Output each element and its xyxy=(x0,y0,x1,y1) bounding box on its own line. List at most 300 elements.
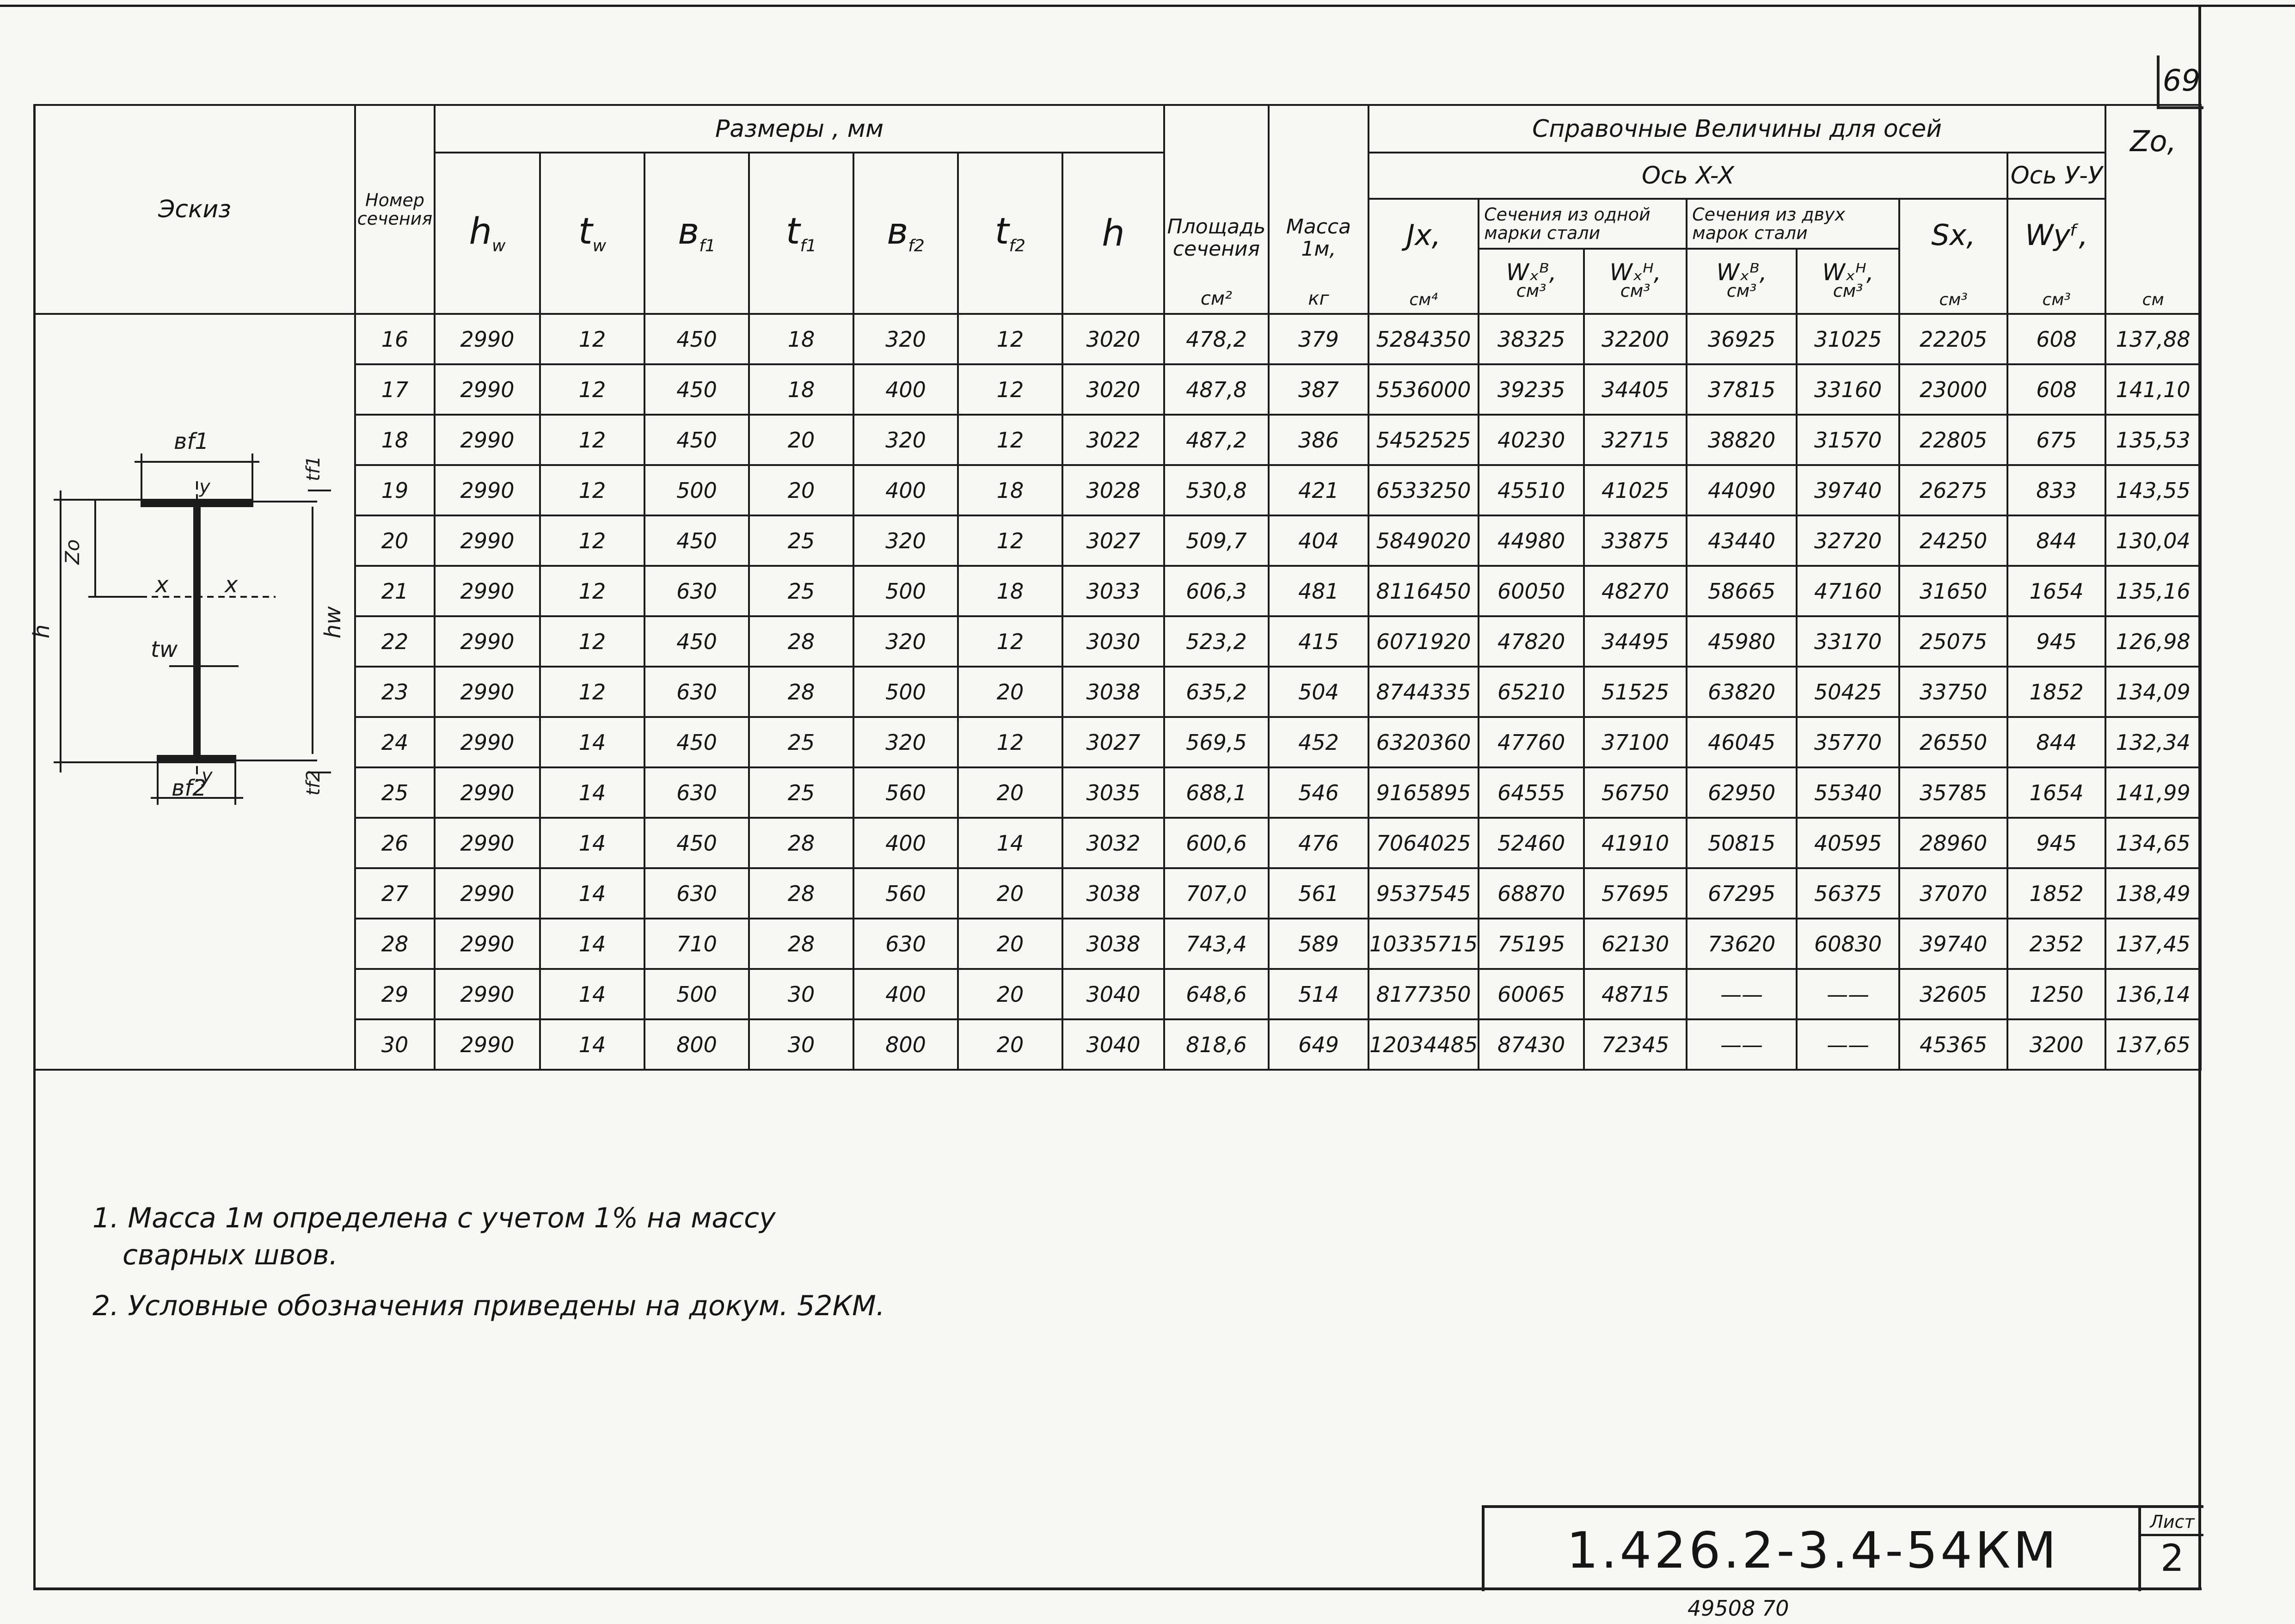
cell-area: 707,0 xyxy=(1164,868,1269,919)
table-row xyxy=(34,717,2201,767)
cell-wx-bottom-one: 34495 xyxy=(1584,616,1687,667)
cell-h: 3040 xyxy=(1062,1019,1164,1070)
cell-tf2: 12 xyxy=(958,515,1062,566)
beam-sketch-cell xyxy=(29,314,355,1070)
cell-wx-top-one: 65210 xyxy=(1479,667,1584,717)
cell-wy: 1852 xyxy=(2007,868,2105,919)
cell-tw: 12 xyxy=(540,515,644,566)
cell-sx: 26550 xyxy=(1899,717,2007,767)
cell-wx-bottom-one: 48715 xyxy=(1584,969,1687,1019)
cell-wx-bottom-one: 41025 xyxy=(1584,465,1687,515)
cell-section: 29 xyxy=(355,969,435,1019)
cell-wy: 945 xyxy=(2007,616,2105,667)
cell-tw: 14 xyxy=(540,919,644,969)
cell-wx-bottom-two: 55340 xyxy=(1797,767,1899,818)
cell-tf1: 30 xyxy=(749,969,853,1019)
cell-bf2: 400 xyxy=(853,364,958,415)
cell-tf2: 18 xyxy=(958,465,1062,515)
cell-wx-bottom-two: 31025 xyxy=(1797,314,1899,364)
cell-hw: 2990 xyxy=(435,868,540,919)
title-stamp xyxy=(1482,1505,2141,1591)
cell-tf2: 20 xyxy=(958,969,1062,1019)
cell-zo: 137,45 xyxy=(2105,919,2201,969)
label-tw: tw xyxy=(151,637,178,662)
cell-bf2: 500 xyxy=(853,667,958,717)
table-row xyxy=(34,818,2201,868)
cell-zo: 138,49 xyxy=(2105,868,2201,919)
cell-h: 3038 xyxy=(1062,868,1164,919)
beam-sections-table xyxy=(29,104,2202,1071)
cell-bf1: 630 xyxy=(644,667,749,717)
cell-wx-bottom-one: 57695 xyxy=(1584,868,1687,919)
cell-sx: 28960 xyxy=(1899,818,2007,868)
cell-jx: 5452525 xyxy=(1368,415,1479,465)
cell-bf1: 800 xyxy=(644,1019,749,1070)
note-1: 1. Масса 1м определена с учетом 1% на массу xyxy=(92,1202,776,1234)
cell-wx-bottom-two: 31570 xyxy=(1797,415,1899,465)
cell-wx-top-two: 73620 xyxy=(1687,919,1797,969)
label-zo: Zo xyxy=(61,539,84,564)
cell-section: 22 xyxy=(355,616,435,667)
header-wx-top-one: Wₓᴮ, см³ xyxy=(1479,249,1584,314)
cell-bf2: 500 xyxy=(853,566,958,616)
cell-section: 16 xyxy=(355,314,435,364)
cell-bf1: 450 xyxy=(644,717,749,767)
cell-area: 606,3 xyxy=(1164,566,1269,616)
cell-sx: 32605 xyxy=(1899,969,2007,1019)
cell-wx-top-one: 60065 xyxy=(1479,969,1584,1019)
cell-wy: 945 xyxy=(2007,818,2105,868)
cell-mass: 379 xyxy=(1269,314,1368,364)
cell-bf1: 450 xyxy=(644,364,749,415)
header-bf2: $в_{f2}$ xyxy=(853,153,958,314)
cell-tf1: 18 xyxy=(749,364,853,415)
cell-tw: 12 xyxy=(540,415,644,465)
table-row xyxy=(34,566,2201,616)
cell-mass: 415 xyxy=(1269,616,1368,667)
cell-section: 18 xyxy=(355,415,435,465)
header-hw: $h_w$ xyxy=(435,153,540,314)
cell-tw: 14 xyxy=(540,767,644,818)
cell-wx-top-two: 63820 xyxy=(1687,667,1797,717)
cell-wx-top-one: 75195 xyxy=(1479,919,1584,969)
cell-jx: 9537545 xyxy=(1368,868,1479,919)
label-y-bottom: y xyxy=(202,765,213,786)
cell-sx: 39740 xyxy=(1899,919,2007,969)
cell-h: 3027 xyxy=(1062,717,1164,767)
cell-mass: 421 xyxy=(1269,465,1368,515)
cell-wx-top-two: 38820 xyxy=(1687,415,1797,465)
cell-wx-bottom-two: 32720 xyxy=(1797,515,1899,566)
cell-tf2: 18 xyxy=(958,566,1062,616)
cell-sx: 37070 xyxy=(1899,868,2007,919)
cell-wx-bottom-one: 56750 xyxy=(1584,767,1687,818)
cell-wx-top-one: 52460 xyxy=(1479,818,1584,868)
cell-section: 19 xyxy=(355,465,435,515)
cell-wx-top-one: 38325 xyxy=(1479,314,1584,364)
table-row xyxy=(34,515,2201,566)
cell-tw: 14 xyxy=(540,818,644,868)
cell-tw: 12 xyxy=(540,667,644,717)
cell-mass: 514 xyxy=(1269,969,1368,1019)
sheet-label: Лист xyxy=(2141,1512,2203,1536)
cell-tf2: 14 xyxy=(958,818,1062,868)
cell-jx: 5849020 xyxy=(1368,515,1479,566)
cell-wy: 675 xyxy=(2007,415,2105,465)
cell-tw: 12 xyxy=(540,314,644,364)
table-row xyxy=(34,364,2201,415)
cell-section: 24 xyxy=(355,717,435,767)
header-bf1: $в_{f1}$ xyxy=(644,153,749,314)
cell-area: 509,7 xyxy=(1164,515,1269,566)
cell-jx: 6071920 xyxy=(1368,616,1479,667)
cell-tf1: 28 xyxy=(749,667,853,717)
cell-tw: 14 xyxy=(540,868,644,919)
cell-wx-bottom-one: 32200 xyxy=(1584,314,1687,364)
cell-tf1: 20 xyxy=(749,415,853,465)
cell-wx-bottom-one: 72345 xyxy=(1584,1019,1687,1070)
cell-tf1: 18 xyxy=(749,314,853,364)
cell-tf2: 20 xyxy=(958,667,1062,717)
cell-bf1: 630 xyxy=(644,566,749,616)
cell-wy: 1654 xyxy=(2007,566,2105,616)
document-code: 1.426.2-3.4-54КМ xyxy=(1566,1522,2059,1580)
cell-area: 818,6 xyxy=(1164,1019,1269,1070)
cell-jx: 12034485 xyxy=(1368,1019,1479,1070)
cell-tf2: 20 xyxy=(958,767,1062,818)
header-tw: $t_w$ xyxy=(540,153,644,314)
table-row xyxy=(34,314,2201,364)
cell-wx-bottom-two: 33170 xyxy=(1797,616,1899,667)
header-mass: Масса 1м, кг xyxy=(1269,105,1368,314)
cell-wx-top-one: 40230 xyxy=(1479,415,1584,465)
cell-mass: 504 xyxy=(1269,667,1368,717)
cell-wx-top-one: 60050 xyxy=(1479,566,1584,616)
cell-h: 3030 xyxy=(1062,616,1164,667)
cell-sx: 22805 xyxy=(1899,415,2007,465)
inventory-number: 49508 70 xyxy=(1688,1596,1789,1621)
header-axis-x: Ось X-X xyxy=(1368,153,2007,199)
cell-sx: 24250 xyxy=(1899,515,2007,566)
cell-wx-top-one: 64555 xyxy=(1479,767,1584,818)
cell-tf1: 28 xyxy=(749,818,853,868)
cell-wy: 844 xyxy=(2007,717,2105,767)
label-y-top: y xyxy=(199,476,210,497)
table-row xyxy=(34,919,2201,969)
cell-hw: 2990 xyxy=(435,1019,540,1070)
frame-top-line xyxy=(0,5,2295,7)
sheet-value: 2 xyxy=(2160,1537,2184,1580)
cell-bf2: 400 xyxy=(853,818,958,868)
cell-area: 487,2 xyxy=(1164,415,1269,465)
label-x-right: x xyxy=(225,572,238,598)
cell-jx: 10335715 xyxy=(1368,919,1479,969)
cell-sx: 33750 xyxy=(1899,667,2007,717)
cell-wx-bottom-one: 48270 xyxy=(1584,566,1687,616)
cell-tw: 14 xyxy=(540,717,644,767)
cell-wx-top-one: 39235 xyxy=(1479,364,1584,415)
cell-tw: 14 xyxy=(540,1019,644,1070)
cell-tf1: 25 xyxy=(749,717,853,767)
header-reference: Справочные Величины для осей xyxy=(1368,105,2105,153)
cell-h: 3027 xyxy=(1062,515,1164,566)
header-sx: Sx, см³ xyxy=(1899,199,2007,314)
cell-area: 688,1 xyxy=(1164,767,1269,818)
label-tf2: tf2 xyxy=(303,770,324,796)
cell-jx: 8744335 xyxy=(1368,667,1479,717)
table-row xyxy=(34,767,2201,818)
cell-tf2: 12 xyxy=(958,616,1062,667)
cell-mass: 649 xyxy=(1269,1019,1368,1070)
cell-wy: 833 xyxy=(2007,465,2105,515)
label-x-left: x xyxy=(155,572,169,598)
cell-jx: 5284350 xyxy=(1368,314,1479,364)
cell-tf2: 12 xyxy=(958,717,1062,767)
cell-sx: 26275 xyxy=(1899,465,2007,515)
label-bf2: вf2 xyxy=(172,775,207,801)
cell-tw: 12 xyxy=(540,364,644,415)
cell-wx-bottom-two: 40595 xyxy=(1797,818,1899,868)
cell-hw: 2990 xyxy=(435,818,540,868)
table-row xyxy=(34,1019,2201,1070)
cell-jx: 7064025 xyxy=(1368,818,1479,868)
table-row xyxy=(34,415,2201,465)
cell-wx-top-one: 47820 xyxy=(1479,616,1584,667)
cell-bf2: 560 xyxy=(853,868,958,919)
table-row xyxy=(34,969,2201,1019)
cell-h: 3038 xyxy=(1062,919,1164,969)
cell-wx-bottom-one: 33875 xyxy=(1584,515,1687,566)
cell-section: 30 xyxy=(355,1019,435,1070)
cell-section: 25 xyxy=(355,767,435,818)
table-row xyxy=(34,465,2201,515)
sheet-number-box xyxy=(2138,1505,2203,1591)
cell-wx-bottom-one: 37100 xyxy=(1584,717,1687,767)
cell-bf2: 320 xyxy=(853,717,958,767)
cell-wx-top-one: 47760 xyxy=(1479,717,1584,767)
cell-hw: 2990 xyxy=(435,314,540,364)
cell-hw: 2990 xyxy=(435,767,540,818)
i-beam-sketch xyxy=(29,315,354,1064)
cell-tf2: 12 xyxy=(958,314,1062,364)
cell-sx: 25075 xyxy=(1899,616,2007,667)
table-row xyxy=(34,868,2201,919)
cell-section: 23 xyxy=(355,667,435,717)
header-jx: Jx, см⁴ xyxy=(1368,199,1479,314)
cell-wy: 2352 xyxy=(2007,919,2105,969)
header-wx-bottom-one: Wₓᴴ, см³ xyxy=(1584,249,1687,314)
cell-wx-bottom-two: 50425 xyxy=(1797,667,1899,717)
cell-wx-bottom-two: 47160 xyxy=(1797,566,1899,616)
cell-wx-top-two: 44090 xyxy=(1687,465,1797,515)
header-two-grades: Сечения из двух марок стали xyxy=(1687,199,1899,249)
cell-sx: 23000 xyxy=(1899,364,2007,415)
table-row xyxy=(34,667,2201,717)
cell-zo: 130,04 xyxy=(2105,515,2201,566)
cell-bf1: 630 xyxy=(644,767,749,818)
cell-zo: 135,16 xyxy=(2105,566,2201,616)
cell-wx-top-one: 45510 xyxy=(1479,465,1584,515)
cell-h: 3040 xyxy=(1062,969,1164,1019)
cell-wy: 1250 xyxy=(2007,969,2105,1019)
cell-jx: 9165895 xyxy=(1368,767,1479,818)
cell-bf1: 500 xyxy=(644,465,749,515)
header-sketch: Эскиз xyxy=(34,105,355,314)
header-zo: Zo, см xyxy=(2105,105,2201,314)
cell-area: 530,8 xyxy=(1164,465,1269,515)
cell-wy: 1852 xyxy=(2007,667,2105,717)
cell-wy: 1654 xyxy=(2007,767,2105,818)
cell-wy: 608 xyxy=(2007,364,2105,415)
header-tf1: $t_{f1}$ xyxy=(749,153,853,314)
cell-sx: 22205 xyxy=(1899,314,2007,364)
cell-jx: 8116450 xyxy=(1368,566,1479,616)
table-body xyxy=(29,314,2201,1070)
cell-wx-top-two: 62950 xyxy=(1687,767,1797,818)
cell-h: 3038 xyxy=(1062,667,1164,717)
cell-wx-bottom-two: 35770 xyxy=(1797,717,1899,767)
cell-hw: 2990 xyxy=(435,415,540,465)
cell-tf1: 25 xyxy=(749,515,853,566)
label-h: h xyxy=(29,624,55,638)
cell-wx-top-one: 87430 xyxy=(1479,1019,1584,1070)
cell-mass: 546 xyxy=(1269,767,1368,818)
cell-tf2: 12 xyxy=(958,415,1062,465)
header-one-grade: Сечения из одной марки стали xyxy=(1479,199,1687,249)
label-bf1: вf1 xyxy=(174,429,209,454)
cell-wx-top-two: 37815 xyxy=(1687,364,1797,415)
cell-h: 3035 xyxy=(1062,767,1164,818)
cell-wx-top-two: 45980 xyxy=(1687,616,1797,667)
cell-bf1: 630 xyxy=(644,868,749,919)
cell-zo: 143,55 xyxy=(2105,465,2201,515)
cell-area: 743,4 xyxy=(1164,919,1269,969)
label-tf1: tf1 xyxy=(303,455,324,481)
cell-wx-top-two: 50815 xyxy=(1687,818,1797,868)
cell-bf1: 500 xyxy=(644,969,749,1019)
cell-wy: 608 xyxy=(2007,314,2105,364)
cell-wx-bottom-two: —— xyxy=(1797,1019,1899,1070)
cell-hw: 2990 xyxy=(435,919,540,969)
cell-area: 569,5 xyxy=(1164,717,1269,767)
cell-area: 600,6 xyxy=(1164,818,1269,868)
cell-mass: 476 xyxy=(1269,818,1368,868)
cell-jx: 5536000 xyxy=(1368,364,1479,415)
cell-tw: 12 xyxy=(540,616,644,667)
cell-hw: 2990 xyxy=(435,465,540,515)
cell-sx: 35785 xyxy=(1899,767,2007,818)
cell-zo: 141,10 xyxy=(2105,364,2201,415)
cell-wx-bottom-one: 51525 xyxy=(1584,667,1687,717)
cell-bf1: 450 xyxy=(644,415,749,465)
cell-hw: 2990 xyxy=(435,566,540,616)
cell-h: 3028 xyxy=(1062,465,1164,515)
cell-bf1: 450 xyxy=(644,314,749,364)
cell-zo: 141,99 xyxy=(2105,767,2201,818)
header-tf2: $t_{f2}$ xyxy=(958,153,1062,314)
cell-wx-top-two: 36925 xyxy=(1687,314,1797,364)
cell-h: 3020 xyxy=(1062,314,1164,364)
cell-wx-bottom-two: 33160 xyxy=(1797,364,1899,415)
cell-wx-bottom-one: 34405 xyxy=(1584,364,1687,415)
cell-zo: 134,09 xyxy=(2105,667,2201,717)
cell-jx: 8177350 xyxy=(1368,969,1479,1019)
cell-wx-bottom-one: 32715 xyxy=(1584,415,1687,465)
cell-wx-top-two: 58665 xyxy=(1687,566,1797,616)
cell-bf1: 710 xyxy=(644,919,749,969)
cell-area: 635,2 xyxy=(1164,667,1269,717)
cell-mass: 589 xyxy=(1269,919,1368,969)
cell-bf2: 320 xyxy=(853,314,958,364)
header-area: Площадь сечения см² xyxy=(1164,105,1269,314)
cell-zo: 126,98 xyxy=(2105,616,2201,667)
cell-section: 28 xyxy=(355,919,435,969)
cell-mass: 452 xyxy=(1269,717,1368,767)
cell-tw: 12 xyxy=(540,465,644,515)
cell-hw: 2990 xyxy=(435,969,540,1019)
header-dimensions: Размеры , мм xyxy=(435,105,1164,153)
cell-jx: 6533250 xyxy=(1368,465,1479,515)
cell-tf2: 20 xyxy=(958,868,1062,919)
cell-section: 20 xyxy=(355,515,435,566)
cell-tw: 12 xyxy=(540,566,644,616)
cell-bf1: 450 xyxy=(644,818,749,868)
cell-bf2: 630 xyxy=(853,919,958,969)
cell-h: 3033 xyxy=(1062,566,1164,616)
cell-wx-top-two: 46045 xyxy=(1687,717,1797,767)
table-row xyxy=(34,616,2201,667)
cell-tf1: 25 xyxy=(749,767,853,818)
cell-mass: 404 xyxy=(1269,515,1368,566)
cell-wx-top-two: 67295 xyxy=(1687,868,1797,919)
cell-tf1: 30 xyxy=(749,1019,853,1070)
cell-tf2: 12 xyxy=(958,364,1062,415)
cell-tw: 14 xyxy=(540,969,644,1019)
cell-tf1: 28 xyxy=(749,616,853,667)
cell-zo: 134,65 xyxy=(2105,818,2201,868)
cell-tf1: 20 xyxy=(749,465,853,515)
cell-sx: 31650 xyxy=(1899,566,2007,616)
cell-tf2: 20 xyxy=(958,919,1062,969)
cell-wy: 844 xyxy=(2007,515,2105,566)
cell-wx-bottom-two: 60830 xyxy=(1797,919,1899,969)
cell-zo: 135,53 xyxy=(2105,415,2201,465)
header-wy: Wyᶠ, см³ xyxy=(2007,199,2105,314)
header-h: h xyxy=(1062,153,1164,314)
cell-sx: 45365 xyxy=(1899,1019,2007,1070)
header-wx-top-two: Wₓᴮ, см³ xyxy=(1687,249,1797,314)
cell-h: 3020 xyxy=(1062,364,1164,415)
cell-tf1: 28 xyxy=(749,919,853,969)
cell-bf2: 800 xyxy=(853,1019,958,1070)
cell-area: 523,2 xyxy=(1164,616,1269,667)
cell-hw: 2990 xyxy=(435,364,540,415)
cell-section: 27 xyxy=(355,868,435,919)
cell-wx-bottom-two: 39740 xyxy=(1797,465,1899,515)
cell-bf2: 320 xyxy=(853,515,958,566)
cell-wx-bottom-two: 56375 xyxy=(1797,868,1899,919)
cell-wx-top-two: 43440 xyxy=(1687,515,1797,566)
cell-bf2: 400 xyxy=(853,465,958,515)
cell-area: 478,2 xyxy=(1164,314,1269,364)
cell-bf2: 320 xyxy=(853,616,958,667)
cell-bf2: 400 xyxy=(853,969,958,1019)
page-number: 69 xyxy=(2157,55,2203,109)
cell-bf2: 560 xyxy=(853,767,958,818)
cell-hw: 2990 xyxy=(435,515,540,566)
cell-h: 3032 xyxy=(1062,818,1164,868)
cell-wx-top-one: 44980 xyxy=(1479,515,1584,566)
